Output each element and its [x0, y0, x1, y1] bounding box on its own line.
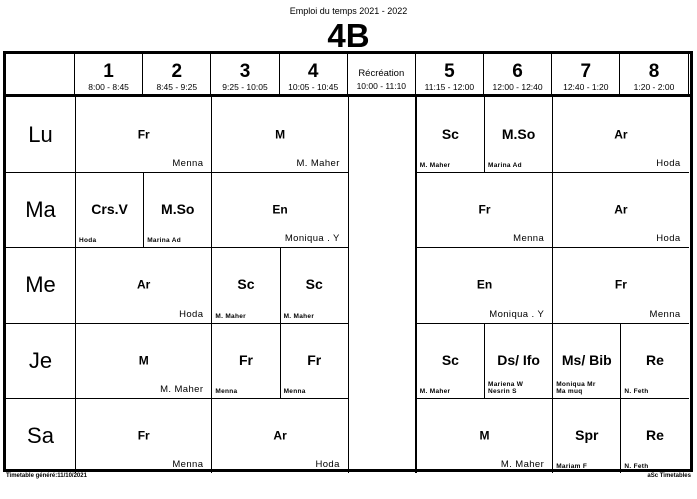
period-time: 12:40 - 1:20	[563, 82, 609, 92]
lesson-cell[interactable]	[211, 247, 279, 322]
day-name: Lu	[28, 121, 53, 147]
day-label-ma	[6, 172, 75, 247]
timetable-subtitle: Emploi du temps 2021 - 2022	[289, 6, 408, 16]
lesson-subject: En	[272, 202, 288, 217]
lesson-teacher: Menna	[283, 387, 306, 395]
period-number: 7	[580, 61, 592, 82]
period-time: 12:00 - 12:40	[492, 82, 543, 92]
lesson-subject: Ar	[614, 126, 628, 141]
period-time: 10:05 - 10:45	[288, 82, 339, 92]
period-time: 11:15 - 12:00	[424, 82, 475, 92]
day-name: Ma	[25, 197, 56, 223]
lesson-teacher: Hoda	[79, 237, 97, 245]
lesson-subject: M	[138, 352, 149, 367]
lesson-teacher: M. Maher	[500, 458, 545, 470]
lesson-teacher: Mariam F	[556, 462, 588, 470]
lesson-cell[interactable]	[280, 247, 348, 322]
lesson-teacher: Marina Ad	[488, 162, 522, 170]
recess-header	[348, 54, 416, 94]
lesson-cell[interactable]	[484, 97, 552, 172]
corner-cell	[6, 54, 75, 94]
lesson-subject: Ms/ Bib	[561, 351, 612, 368]
day-name: Je	[28, 347, 53, 373]
lesson-cell[interactable]	[552, 247, 688, 322]
lesson-subject: Fr	[307, 351, 322, 368]
lesson-cell[interactable]	[211, 172, 347, 247]
period-time: 9:25 - 10:05	[222, 82, 268, 92]
class-title: 4B	[327, 17, 370, 54]
recess-label: Récréation	[358, 68, 405, 79]
lesson-teacher: Marina Ad	[147, 237, 182, 245]
lesson-teacher: M. Maher	[160, 383, 204, 395]
lesson-cell[interactable]	[416, 97, 484, 172]
period-header-4	[280, 54, 348, 94]
footer-software: aSc Timetables	[647, 473, 691, 479]
lesson-subject: Spr	[575, 427, 599, 444]
lesson-teacher: M. Maher	[419, 387, 451, 395]
lesson-cell[interactable]	[620, 323, 688, 398]
period-time: 1:20 - 2:00	[633, 82, 675, 92]
lesson-teacher: Menna	[513, 233, 545, 245]
day-label-lu	[6, 97, 75, 172]
lesson-teacher: M. Maher	[283, 312, 315, 320]
lesson-cell[interactable]	[75, 172, 143, 247]
period-time: 8:00 - 8:45	[88, 82, 129, 92]
lesson-cell[interactable]	[280, 323, 348, 398]
lesson-subject: Re	[646, 351, 664, 368]
lesson-cell[interactable]	[143, 172, 211, 247]
lesson-subject: M.So	[161, 201, 195, 218]
timetable-grid	[3, 51, 693, 472]
lesson-teacher: Hoda	[179, 308, 204, 320]
lesson-subject: Ar	[614, 202, 628, 217]
lesson-subject: M	[479, 428, 490, 443]
day-name: Me	[25, 272, 56, 298]
lesson-cell[interactable]	[552, 97, 688, 172]
lesson-teacher: Moniqua . Y	[284, 233, 340, 245]
lesson-subject: M.So	[501, 125, 536, 142]
lesson-subject: Sc	[441, 125, 459, 142]
lesson-cell[interactable]	[416, 172, 552, 247]
lesson-subject: Fr	[478, 202, 491, 217]
lesson-teacher: Moniqua . Y	[489, 308, 545, 320]
lesson-cell[interactable]	[211, 398, 347, 473]
lesson-cell[interactable]	[552, 323, 620, 398]
recess-column	[348, 97, 416, 473]
lesson-subject: Sc	[305, 276, 323, 293]
lesson-cell[interactable]	[75, 398, 211, 473]
lesson-cell[interactable]	[211, 323, 279, 398]
period-header-5	[416, 54, 484, 94]
lesson-teacher: Menna	[215, 387, 238, 395]
lesson-teacher: M. Maher	[296, 158, 340, 170]
lesson-cell[interactable]	[75, 247, 211, 322]
lesson-subject: Fr	[137, 428, 150, 443]
lesson-subject: Ar	[273, 428, 287, 443]
lesson-subject: Sc	[441, 351, 459, 368]
lesson-cell[interactable]	[416, 398, 552, 473]
day-label-sa	[6, 398, 75, 473]
lesson-subject: Fr	[238, 351, 253, 368]
lesson-subject: M	[275, 126, 286, 141]
lesson-subject: Fr	[137, 126, 150, 141]
day-label-je	[6, 323, 75, 398]
lesson-teacher: N. Feth	[624, 462, 649, 470]
lesson-cell[interactable]	[552, 172, 688, 247]
period-header-8	[620, 54, 688, 94]
day-label-me	[6, 247, 75, 322]
lesson-subject: Sc	[237, 276, 255, 293]
lesson-cell[interactable]	[75, 323, 211, 398]
lesson-cell[interactable]	[416, 323, 484, 398]
lesson-subject: En	[476, 277, 493, 292]
period-header-6	[484, 54, 552, 94]
lesson-subject: Crs.V	[91, 201, 128, 218]
recess-time: 10:00 - 11:10	[356, 81, 407, 91]
lesson-teacher: Moniqua Mr Ma muq	[556, 380, 596, 395]
period-header-2	[143, 54, 211, 94]
day-name: Sa	[27, 422, 54, 448]
lesson-teacher: Menna	[649, 308, 681, 320]
lesson-teacher: Hoda	[656, 233, 681, 245]
lesson-cell[interactable]	[620, 398, 688, 473]
lesson-teacher: M. Maher	[419, 162, 451, 170]
lesson-teacher: M. Maher	[215, 312, 246, 320]
period-number: 4	[307, 61, 319, 82]
lesson-cell[interactable]	[416, 247, 552, 322]
lesson-cell[interactable]	[211, 97, 347, 172]
lesson-teacher: Hoda	[315, 458, 340, 470]
period-number: 1	[103, 61, 114, 82]
lesson-subject: Ds/ Ifo	[497, 351, 540, 368]
period-number: 5	[444, 61, 455, 82]
lesson-subject: Fr	[614, 277, 627, 292]
lesson-cell[interactable]	[484, 323, 552, 398]
lesson-subject: Ar	[137, 277, 151, 292]
lesson-teacher: Menna	[172, 458, 204, 470]
lesson-cell[interactable]	[552, 398, 620, 473]
lesson-subject: Re	[646, 427, 664, 444]
lesson-cell[interactable]	[75, 97, 211, 172]
period-number: 8	[648, 61, 660, 82]
lesson-teacher: Menna	[172, 158, 204, 170]
lesson-teacher: Mariena W Nesrin S	[488, 380, 524, 395]
period-number: 3	[239, 61, 251, 82]
period-number: 6	[512, 61, 523, 82]
period-header-1	[75, 54, 143, 94]
period-header-7	[552, 54, 620, 94]
period-number: 2	[171, 61, 183, 82]
period-time: 8:45 - 9:25	[156, 82, 198, 92]
footer-generated: Timetable généré:11/10/2021	[6, 473, 87, 479]
period-header-3	[211, 54, 279, 94]
lesson-teacher: N. Feth	[624, 387, 649, 395]
lesson-teacher: Hoda	[656, 158, 681, 170]
